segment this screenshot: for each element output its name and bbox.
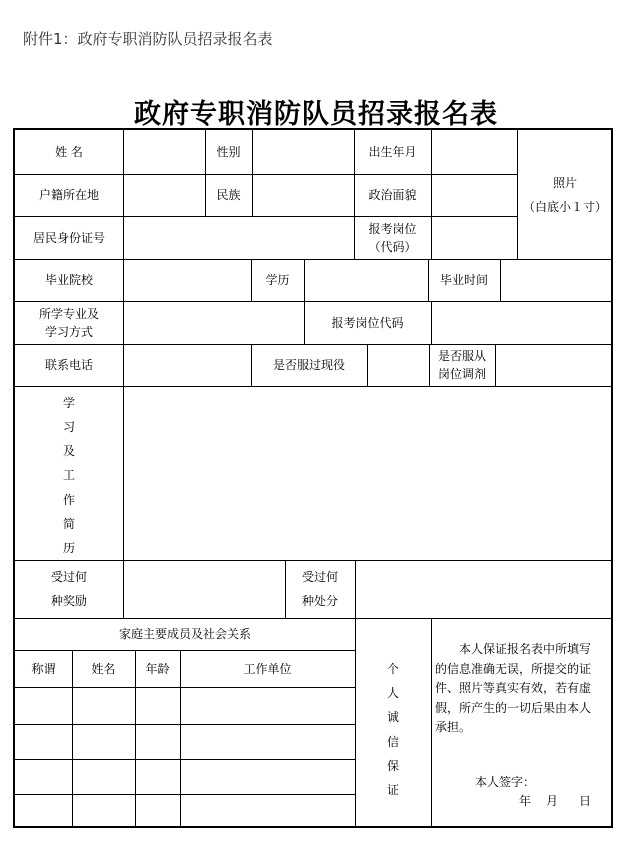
assign-field[interactable]	[495, 344, 613, 386]
family-row[interactable]	[15, 794, 355, 828]
awards-label-line2: 种奖励	[50, 594, 87, 608]
guarantee-char: 诚	[386, 710, 399, 725]
major-field[interactable]	[123, 301, 304, 344]
punish-label	[285, 560, 355, 618]
ethnicity-field[interactable]	[252, 174, 354, 216]
major-label-line1: 所学专业及	[38, 306, 99, 321]
ethnicity-label: 民族	[216, 188, 241, 202]
post-label	[354, 216, 431, 259]
phone-label: 联系电话	[44, 358, 93, 372]
pledge-line: 的信息准确无误，所提交的证	[435, 661, 592, 676]
assign-label-line1: 是否服从	[437, 349, 486, 363]
pledge-text	[435, 640, 611, 738]
registration-form	[13, 128, 613, 828]
gender-label: 性别	[216, 145, 241, 159]
resume-char: 学	[62, 396, 75, 410]
id-number-label: 居民身份证号	[32, 230, 105, 245]
col-name: 姓名	[91, 661, 116, 676]
signature-label: 本人签字：	[475, 775, 536, 789]
assign-label	[429, 344, 495, 386]
guarantee-char: 证	[386, 782, 399, 797]
date-month: 月	[546, 794, 559, 808]
punish-field[interactable]	[355, 560, 613, 618]
school-field[interactable]	[123, 259, 251, 301]
birth-field[interactable]	[431, 130, 517, 174]
id-number-field[interactable]	[123, 216, 354, 259]
punish-label-line2: 种处分	[301, 594, 338, 608]
guarantee-char: 保	[386, 758, 399, 773]
resume-field[interactable]	[123, 386, 613, 560]
post-label-line2: （代码）	[368, 239, 417, 254]
education-label: 学历	[265, 273, 290, 287]
guarantee-char: 个	[386, 662, 399, 676]
served-field[interactable]	[367, 344, 429, 386]
phone-field[interactable]	[123, 344, 251, 386]
political-label: 政治面貌	[368, 188, 417, 202]
gender-field[interactable]	[252, 130, 354, 174]
resume-char: 工	[62, 468, 75, 483]
hukou-label: 户籍所在地	[38, 188, 99, 202]
resume-label	[15, 394, 123, 556]
major-label-line2: 学习方式	[44, 324, 93, 339]
hukou-field[interactable]	[123, 174, 205, 216]
punish-label-line1: 受过何	[301, 570, 338, 584]
resume-char: 简	[62, 516, 75, 531]
family-row[interactable]	[15, 724, 355, 759]
form-title: 政府专职消防队员招录报名表	[134, 99, 498, 130]
resume-char: 习	[62, 420, 75, 435]
family-row[interactable]	[15, 687, 355, 724]
photo-label: 照片	[552, 175, 577, 190]
pledge-line: 件、照片等真实有效，若有虚	[435, 681, 592, 695]
family-row[interactable]	[15, 759, 355, 794]
photo-hint: （白底小１寸）	[522, 199, 607, 214]
guarantee-label	[355, 660, 431, 798]
col-work: 工作单位	[243, 661, 292, 676]
guarantee-char: 人	[386, 686, 399, 701]
date-year: 年	[519, 794, 532, 808]
post-code-field[interactable]	[431, 301, 613, 344]
birth-label: 出生年月	[368, 145, 417, 159]
awards-label-line1: 受过何	[50, 570, 87, 584]
grad-time-field[interactable]	[500, 259, 613, 301]
guarantee-char: 信	[386, 734, 399, 749]
name-label: 姓 名	[55, 145, 83, 159]
col-relation: 称谓	[31, 661, 56, 676]
post-code-label: 报考岗位代码	[331, 315, 404, 330]
major-label	[15, 301, 123, 344]
col-age: 年龄	[145, 661, 170, 676]
awards-label	[15, 560, 123, 618]
political-field[interactable]	[431, 174, 517, 216]
post-label-line1: 报考岗位	[368, 221, 417, 236]
pledge-line: 承担。	[435, 720, 472, 734]
date-day: 日	[579, 794, 592, 808]
grad-time-label: 毕业时间	[439, 273, 488, 287]
post-field[interactable]	[431, 216, 517, 259]
school-label: 毕业院校	[44, 273, 93, 287]
education-field[interactable]	[304, 259, 428, 301]
attachment-label: 附件1：政府专职消防队员招录报名表	[23, 30, 273, 48]
resume-char: 及	[62, 444, 75, 459]
pledge-line: 假，所产生的一切后果由本人	[435, 700, 592, 715]
resume-char: 作	[62, 492, 75, 507]
photo-box[interactable]	[517, 130, 613, 259]
family-header: 家庭主要成员及社会关系	[118, 627, 251, 641]
name-field[interactable]	[123, 130, 205, 174]
awards-field[interactable]	[123, 560, 285, 618]
served-label: 是否服过现役	[272, 358, 345, 372]
resume-char: 历	[62, 540, 75, 555]
assign-label-line2: 岗位调剂	[437, 367, 486, 381]
pledge-line: 本人保证报名表中所填写	[459, 642, 592, 656]
